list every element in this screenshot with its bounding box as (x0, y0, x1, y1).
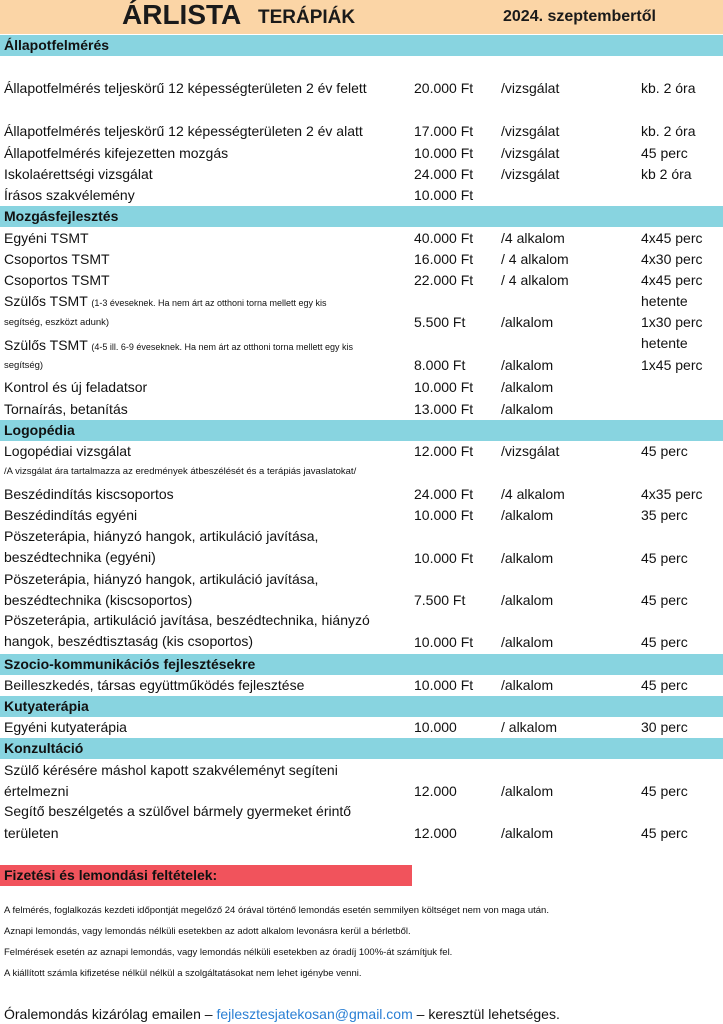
service-duration: kb. 2 óra (641, 123, 696, 139)
service-price: 12.000 Ft (414, 443, 474, 459)
service-name: Kontrol és új feladatsor (4, 379, 148, 395)
service-note: /A vizsgálat ára tartalmazza az eredmények átbeszélését és a terápiás javaslatokat/ (4, 466, 357, 477)
service-name: Iskolaérettségi vizsgálat (4, 166, 153, 182)
page-subtitle: TERÁPIÁK (258, 7, 356, 28)
service-price: 17.000 Ft (414, 123, 474, 139)
service-duration: 4x30 perc (641, 251, 703, 267)
service-name: Logopédiai vizsgálat (4, 443, 131, 459)
service-unit: /4 alkalom (501, 486, 565, 502)
service-name: Állapotfelmérés kifejezetten mozgás (4, 145, 229, 161)
service-price: 12.000 (414, 825, 457, 841)
service-frequency: hetente (641, 335, 688, 351)
service-price: 8.000 Ft (414, 357, 466, 373)
terms-paragraph: Felmérések esetén az aznapi lemondás, vagy lemondás nélküli esetekben az óradíj 100%-át számítjuk fel. (4, 947, 453, 958)
service-duration: kb. 2 óra (641, 80, 696, 96)
service-unit: /alkalom (501, 379, 554, 395)
service-duration: 1x30 perc (641, 314, 703, 330)
service-name-line2: hangok, beszédtisztaság (kis csoportos) (4, 633, 254, 649)
service-name-line2: területen (4, 825, 59, 841)
service-unit: /alkalom (501, 592, 554, 608)
service-unit: /vizsgálat (501, 145, 560, 161)
terms-header: Fizetési és lemondási feltételek: (0, 865, 412, 886)
service-name-line1: Szülő kérésére máshol kapott szakvéleményt segíteni (4, 762, 338, 778)
service-name-line2: értelmezni (4, 783, 69, 799)
service-price: 13.000 Ft (414, 401, 474, 417)
service-note: segítség) (4, 360, 44, 371)
effective-date: 2024. szeptembertől (503, 8, 656, 25)
service-unit: /alkalom (501, 783, 554, 799)
service-unit: /alkalom (501, 634, 554, 650)
service-price: 40.000 Ft (414, 230, 474, 246)
service-duration: 45 perc (641, 550, 688, 566)
service-price: 10.000 Ft (414, 550, 474, 566)
service-price: 22.000 Ft (414, 272, 474, 288)
service-duration: 1x45 perc (641, 357, 703, 373)
service-name: Tornaírás, betanítás (4, 401, 128, 417)
service-name-line1: Pöszeterápia, artikuláció javítása, beszédtechnika, hiányzó (4, 612, 370, 628)
service-duration: 45 perc (641, 145, 688, 161)
header-bar (0, 0, 723, 34)
service-price: 10.000 Ft (414, 379, 474, 395)
service-duration: 45 perc (641, 443, 688, 459)
service-unit: /alkalom (501, 314, 554, 330)
service-name: Egyéni TSMT (4, 230, 89, 246)
service-duration: 30 perc (641, 719, 688, 735)
service-duration: 45 perc (641, 677, 688, 693)
service-unit: / alkalom (501, 719, 558, 735)
service-name-with-note: Szülős TSMT (1-3 éveseknek. Ha nem árt az otthoni torna mellett egy kis (4, 293, 327, 309)
service-duration: 4x45 perc (641, 272, 703, 288)
service-unit: /vizsgálat (501, 123, 560, 139)
section-header-szocio: Szocio-kommunikációs fejlesztésekre (0, 654, 723, 675)
service-unit: /4 alkalom (501, 230, 565, 246)
service-unit: /alkalom (501, 825, 554, 841)
service-name-line1: Pöszeterápia, hiányzó hangok, artikuláció javítása, (4, 571, 319, 587)
service-name-line1: Pöszeterápia, hiányzó hangok, artikuláció javítása, (4, 528, 319, 544)
section-header-konzultacio: Konzultáció (0, 738, 723, 759)
service-unit: / 4 alkalom (501, 272, 569, 288)
service-name: Állapotfelmérés teljeskörű 12 képességterületen 2 év alatt (4, 123, 363, 139)
service-name: Beilleszkedés, társas együttműködés fejlesztése (4, 677, 305, 693)
service-name: Csoportos TSMT (4, 272, 110, 288)
service-name: Állapotfelmérés teljeskörű 12 képességterületen 2 év felett (4, 80, 367, 96)
service-price: 10.000 Ft (414, 634, 474, 650)
page-title: ÁRLISTA (122, 0, 242, 30)
footer-note: Óralemondás kizárólag emailen – fejlesztesjatekosan@gmail.com – keresztül lehetséges. (4, 1006, 560, 1022)
service-duration: 45 perc (641, 634, 688, 650)
terms-paragraph: A kiállított számla kifizetése nélkül nélkül a szolgáltatásokat nem lehet igénybe venni. (4, 968, 362, 979)
service-name-line1: Segítő beszélgetés a szülővel bármely gyermeket érintő (4, 803, 352, 819)
service-unit: /vizsgálat (501, 80, 560, 96)
service-duration: kb 2 óra (641, 166, 692, 182)
service-unit: /alkalom (501, 550, 554, 566)
terms-paragraph: Aznapi lemondás, vagy lemondás nélküli esetekben az adott alkalom levonásra kerül a bérletből. (4, 926, 411, 937)
service-price: 16.000 Ft (414, 251, 474, 267)
service-name-with-note: Szülős TSMT (4-5 ill. 6-9 éveseknek. Ha nem árt az otthoni torna mellett egy kis (4, 337, 354, 353)
service-name: Írásos szakvélemény (4, 187, 135, 203)
service-price: 10.000 Ft (414, 145, 474, 161)
service-duration: 4x35 perc (641, 486, 703, 502)
service-name: Csoportos TSMT (4, 251, 110, 267)
service-name-line2: beszédtechnika (kiscsoportos) (4, 592, 193, 608)
service-price: 24.000 Ft (414, 166, 474, 182)
service-note: segítség, eszközt adunk) (4, 317, 110, 328)
service-duration: 45 perc (641, 783, 688, 799)
service-price: 20.000 Ft (414, 80, 474, 96)
terms-paragraph: A felmérés, foglalkozás kezdeti időpontját megelőző 24 órával történő lemondás esetén semmilyen költséget nem von maga után. (4, 905, 549, 916)
service-unit: /alkalom (501, 357, 554, 373)
service-name: Beszédindítás egyéni (4, 507, 138, 523)
service-price: 24.000 Ft (414, 486, 474, 502)
service-unit: /vizsgálat (501, 166, 560, 182)
service-price: 7.500 Ft (414, 592, 466, 608)
email-link[interactable]: fejlesztesjatekosan@gmail.com (216, 1006, 413, 1022)
service-price: 5.500 Ft (414, 314, 466, 330)
service-unit: / 4 alkalom (501, 251, 569, 267)
service-frequency: hetente (641, 293, 688, 309)
service-duration: 45 perc (641, 825, 688, 841)
section-header-mozgasfejlesztes: Mozgásfejlesztés (0, 206, 723, 227)
service-price: 10.000 Ft (414, 507, 474, 523)
service-name-line2: beszédtechnika (egyéni) (4, 549, 156, 565)
service-price: 10.000 Ft (414, 677, 474, 693)
service-name: Egyéni kutyaterápia (4, 719, 127, 735)
service-name: Beszédindítás kiscsoportos (4, 486, 174, 502)
section-header-allapotfelmeres: Állapotfelmérés (0, 35, 723, 56)
service-unit: /vizsgálat (501, 443, 560, 459)
service-duration: 4x45 perc (641, 230, 703, 246)
service-price: 12.000 (414, 783, 457, 799)
service-unit: /alkalom (501, 677, 554, 693)
section-header-kutyaterapia: Kutyaterápia (0, 696, 723, 717)
service-unit: /alkalom (501, 507, 554, 523)
service-unit: /alkalom (501, 401, 554, 417)
service-duration: 45 perc (641, 592, 688, 608)
section-header-logopedia: Logopédia (0, 420, 723, 441)
service-price: 10.000 (414, 719, 457, 735)
service-price: 10.000 Ft (414, 187, 474, 203)
service-duration: 35 perc (641, 507, 688, 523)
